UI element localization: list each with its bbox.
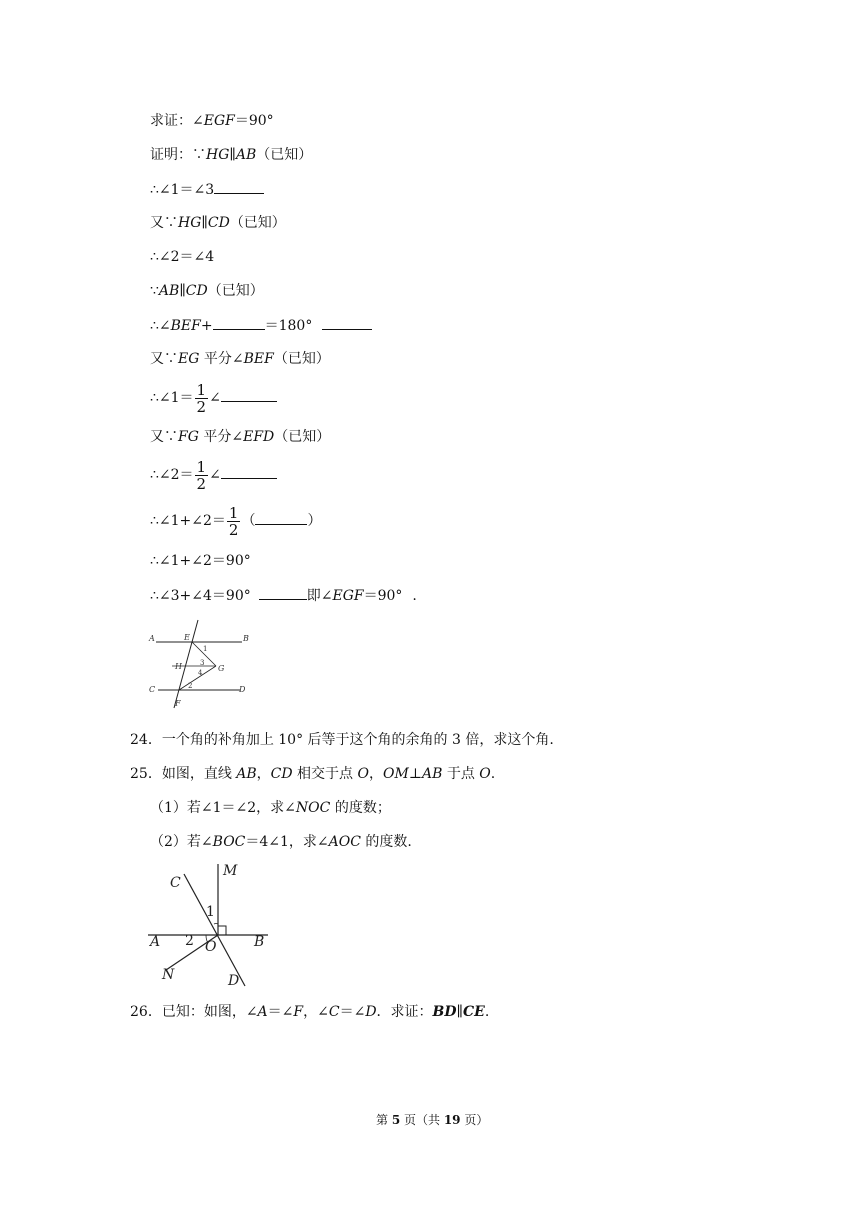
line-name: CD [270,766,293,782]
proof-line-3 [150,179,264,200]
denominator: 2 [196,397,207,416]
angle-name: BEF [170,318,201,334]
text: （ [241,513,256,529]
text: （已知） [273,351,330,367]
text: ＝180° [264,318,313,334]
text: ∴∠2＝ [150,467,194,483]
label-3: 3 [200,659,205,667]
proof-line-7 [150,315,372,336]
text: ∠ [209,467,221,483]
page-footer [376,1110,488,1130]
line-name: BD [432,1004,457,1020]
text: ＝90° [234,113,274,129]
perpendicular-symbol: ⊥ [408,766,422,782]
point-name: O [357,766,369,782]
angle-name: BOC [212,834,246,850]
label-d: D [228,973,240,989]
text: 26．已知：如图，∠ [130,1004,258,1020]
label-h: H [175,662,182,671]
text: ∴∠1＝ [150,390,194,406]
answer-blank[interactable] [213,315,265,330]
text: ∴∠1+∠2＝ [150,513,226,529]
proof-line-4 [150,213,286,233]
text: ，∠ [303,1004,329,1020]
parallel-symbol: ∥ [456,1004,463,1020]
text: 的度数； [330,800,391,816]
label-1: 1 [203,645,208,653]
label-b: B [254,934,265,950]
label-c: C [170,875,181,891]
text: （已知） [229,215,286,231]
answer-blank[interactable] [255,510,307,525]
label-e: E [184,633,190,642]
text: ∴∠1+∠2＝90° [150,553,251,569]
text: + [200,318,213,334]
question-24 [130,730,554,750]
question-text: 24．一个角的补角加上 10° 后等于这个角的余角的 3 倍，求这个角. [130,732,554,748]
line-name: CD [185,283,208,299]
angle-name: C [328,1004,340,1020]
text: ∵ [150,283,159,299]
text: （2）若∠ [150,834,213,850]
answer-blank[interactable] [214,179,264,194]
proof-line-11 [150,457,277,493]
text: 相交于点 [292,766,358,782]
label-a: A [150,934,161,950]
label-g: G [218,664,225,673]
current-page-number: 5 [391,1113,401,1127]
label-b: B [243,634,249,643]
label-4: 4 [198,669,203,677]
right-angle-mark [218,926,226,935]
proof-line-8 [150,349,330,369]
angle-name: D [365,1004,377,1020]
text: 平分∠ [198,429,244,445]
line-name: CD [207,215,230,231]
answer-blank[interactable] [259,585,307,600]
angle-name: NOC [295,800,331,816]
text: ∴∠1＝∠3 [150,182,215,198]
proof-line-2 [150,145,312,165]
denominator: 2 [196,474,207,493]
angle-name: EFD [243,429,275,445]
angle-name: A [257,1004,268,1020]
line-name: OM [383,766,409,782]
numerator: 1 [196,457,207,476]
denominator: 2 [228,520,239,539]
text: ， [256,766,271,782]
total-pages-number: 19 [443,1113,461,1127]
label-m: M [223,863,238,879]
text: （已知） [274,429,331,445]
question-25-part-1 [150,798,391,818]
text: 的度数. [360,834,412,850]
label-f: F [175,699,181,708]
text: 平分∠ [199,351,244,367]
line-cd [184,874,245,986]
text: . [490,766,496,782]
angle-name: AOC [328,834,361,850]
question-25-part-2 [150,832,412,852]
text: ∠ [209,390,221,406]
text: 证明：∵ [150,147,206,163]
text: ∴∠3+∠4＝90° [150,588,251,604]
answer-blank[interactable] [322,315,372,330]
question-25 [130,764,495,784]
label-1: 1 [206,904,215,920]
numerator: 1 [196,380,207,399]
text: ．求证： [376,1004,433,1020]
text: 25．如图，直线 [130,766,237,782]
answer-blank[interactable] [221,387,277,402]
text: ， [369,766,383,782]
fraction [195,382,209,415]
line-name: FG [178,429,199,445]
text: 页（共 [400,1113,444,1127]
numerator: 1 [228,503,239,522]
text: ＝90° [363,588,403,604]
label-a: A [149,634,155,643]
text: ∴∠ [150,318,171,334]
angle-name: BEF [243,351,274,367]
text: . [484,1004,490,1020]
angle-name: F [293,1004,304,1020]
label-n: N [162,967,175,983]
text: 页） [460,1113,489,1127]
line-name: EG [178,351,200,367]
text: 即∠ [306,588,333,604]
text: ∴∠2＝∠4 [150,249,215,265]
text: 于点 [442,766,480,782]
line-name: AB [236,766,257,782]
answer-blank[interactable] [221,464,277,479]
text: （已知） [207,283,264,299]
line-name: AB [235,147,257,163]
label-o: O [205,939,217,955]
text: （1）若∠1＝∠2，求∠ [150,800,296,816]
label-2: 2 [185,933,194,949]
text: ＝∠ [267,1004,294,1020]
fraction [227,505,241,538]
parallel-symbol: ∥ [201,215,208,231]
proof-line-5 [150,247,214,267]
label-c: C [149,685,156,694]
geometry-figure-parallel-lines [146,618,256,710]
text: 又∵ [150,215,178,231]
proof-line-1 [150,111,274,131]
fraction [195,459,209,492]
line-name: AB [421,766,443,782]
text: ＝4∠1，求∠ [245,834,329,850]
text: 第 [376,1113,392,1127]
text: 又∵ [150,429,178,445]
proof-line-10 [150,427,330,447]
line-name: AB [158,283,180,299]
parallel-symbol: ∥ [179,283,186,299]
text: . [412,588,417,604]
proof-line-12 [150,503,321,539]
line-name: HG [206,147,230,163]
text: ＝∠ [339,1004,366,1020]
angle-name: EGF [332,588,364,604]
line-name: HG [178,215,202,231]
label-2: 2 [188,682,193,690]
proof-line-13 [150,551,251,571]
proof-line-14 [150,585,417,606]
label-d: D [239,685,246,694]
proof-line-9 [150,380,277,416]
proof-line-6 [150,281,264,301]
geometry-figure-intersecting-lines [142,858,274,992]
question-26 [130,1002,489,1022]
text: ） [307,513,322,529]
angle-1-arc [214,924,218,925]
line-name: CE [463,1004,485,1020]
text: （已知） [256,147,313,163]
point-name: O [479,766,491,782]
angle-name: EGF [203,113,235,129]
text: 求证：∠ [150,113,204,129]
parallel-symbol: ∥ [229,147,236,163]
text: 又∵ [150,351,178,367]
